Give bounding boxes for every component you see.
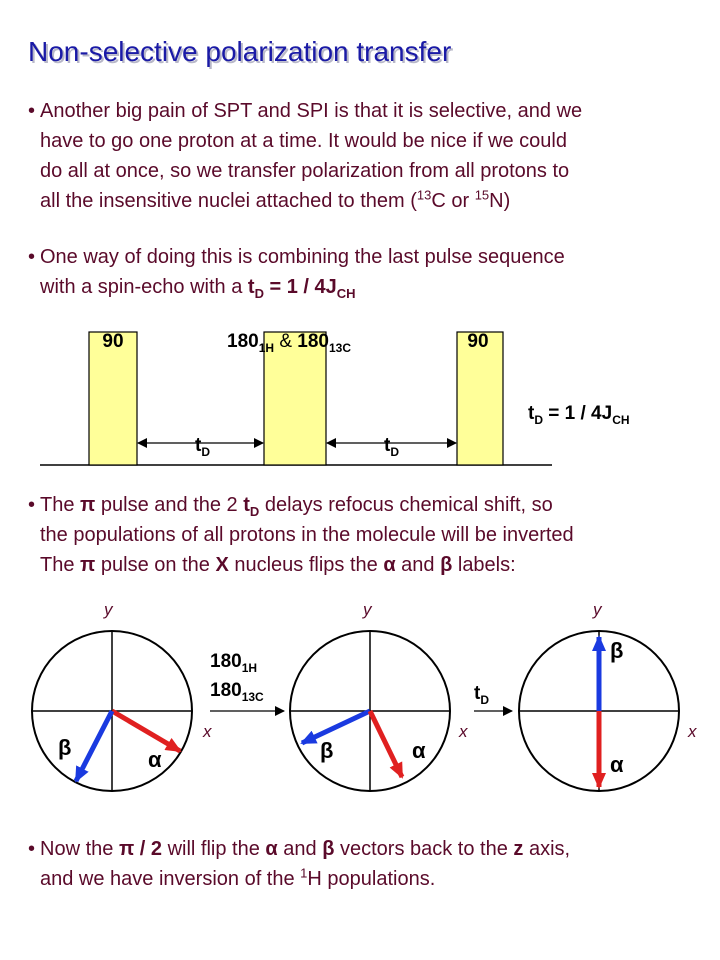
alpha-label: α	[610, 752, 624, 777]
paragraph-inversion: • Now the π / 2 will flip the α and β vectors back to the z axis, and we have inversion of the $^1$H populations.	[28, 834, 570, 894]
bullet: •	[28, 838, 36, 860]
x-axis-label: x	[459, 722, 468, 741]
alpha-vector	[112, 711, 180, 751]
x-axis-label: x	[688, 722, 697, 741]
step-180-13c-label: $180_{13C}$	[210, 680, 264, 704]
x-axis-label: x	[203, 722, 212, 741]
bullet: •	[28, 246, 36, 268]
vector-frame-after-180	[290, 600, 468, 791]
step-180-1h-label: $180_{1H}$	[210, 651, 258, 675]
pulse-sequence-diagram	[0, 320, 720, 480]
slide-title: Non-selective polarization transfer	[28, 36, 452, 67]
beta-vector	[76, 711, 112, 781]
paragraph-spin-echo: • One way of doing this is combining the last pulse sequence with a spin-echo with a $t_D = 1 / 4J_{CH}$	[28, 242, 565, 302]
vector-frame-after-delay	[519, 600, 697, 791]
alpha-label: α	[412, 738, 426, 763]
delay-label-2: $t_D$	[384, 435, 399, 459]
bullet: •	[28, 494, 36, 516]
y-axis-label: y	[363, 600, 372, 619]
beta-label: β	[58, 735, 72, 760]
bullet: •	[28, 100, 36, 122]
pulse-label-180: $180_{1H}$ & $180_{13C}$	[227, 331, 352, 355]
step-delay-label: $t_D$	[474, 683, 489, 707]
paragraph-selectivity: • Another big pain of SPT and SPI is that it is selective, and we have to go one proton at a time. It would be nice if we could do all at once, so we transfer polarization from all protons to all the insensitive nuclei attached to them ($^{13}$C or $^{15}$N)	[28, 96, 582, 216]
alpha-label: α	[148, 747, 162, 772]
vector-diagrams	[0, 595, 720, 820]
alpha-vector	[370, 711, 402, 777]
vector-frame-initial	[32, 600, 212, 791]
beta-vector	[302, 711, 370, 743]
y-axis-label: y	[104, 600, 113, 619]
y-axis-label: y	[593, 600, 602, 619]
pulse-label-90-second: 90	[467, 331, 489, 352]
beta-label: β	[610, 638, 624, 663]
paragraph-refocus: • The π pulse and the 2 $t_D$ delays refocus chemical shift, so the populations of all protons in the molecule will be inverted The π pulse on the X nucleus flips the α and β labels:	[28, 490, 574, 580]
beta-label: β	[320, 738, 334, 763]
pulse-label-90-first: 90	[102, 331, 124, 352]
delay-label-1: $t_D$	[195, 435, 210, 459]
delay-definition: $t_D = 1 / 4J_{CH}$	[528, 403, 630, 427]
